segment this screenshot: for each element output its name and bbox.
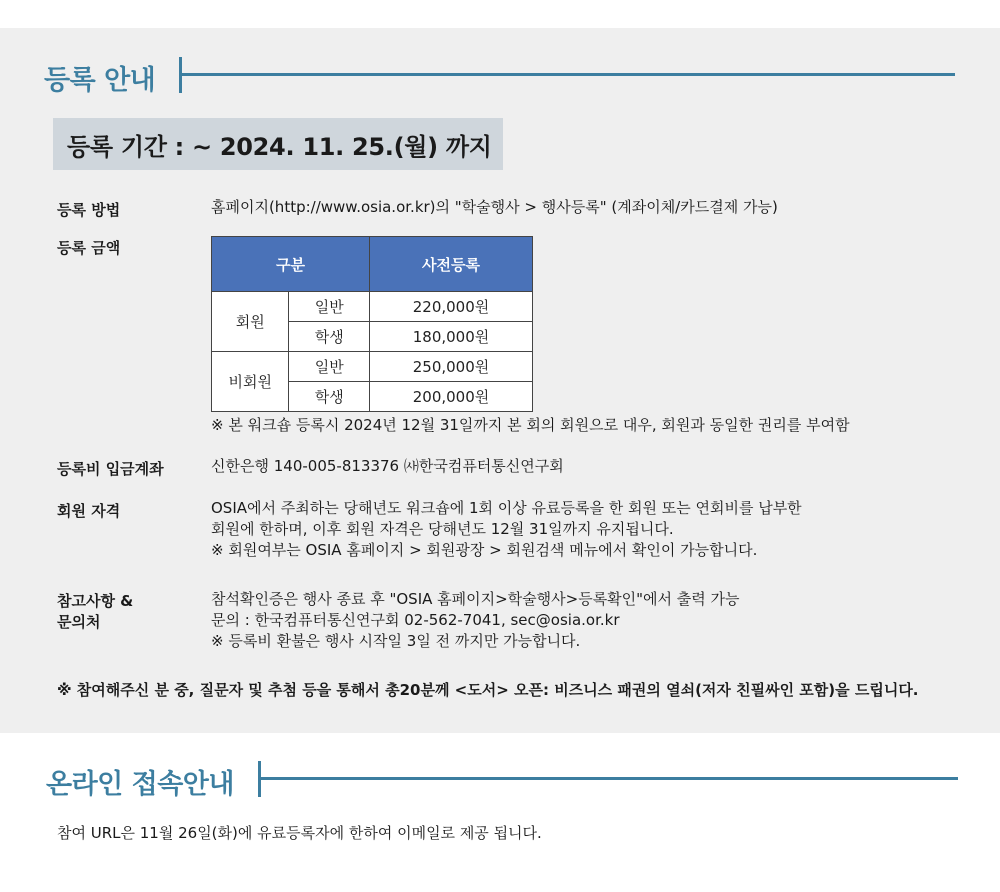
- account-value: 신한은행 140-005-813376 ㈔한국컴퓨터통신연구회: [211, 457, 564, 475]
- online-access-text: 참여 URL은 11월 26일(화)에 유료등록자에 한하여 이메일로 제공 됩니다.: [57, 824, 542, 842]
- fee-group-member: 회원: [212, 292, 289, 352]
- registration-title: 등록 안내: [44, 65, 156, 96]
- fee-group-nonmember: 비회원: [212, 352, 289, 412]
- fee-type: 일반: [289, 292, 370, 322]
- reference-line: 참석확인증은 행사 종료 후 "OSIA 홈페이지>학술행사>등록확인"에서 출력 가능: [211, 590, 740, 608]
- fee-price: 200,000원: [370, 382, 533, 412]
- reference-line: 문의 : 한국컴퓨터통신연구회 02-562-7041, sec@osia.or.kr: [211, 611, 620, 629]
- registration-period: 등록 기간 : ~ 2024. 11. 25.(월) 까지: [67, 132, 492, 161]
- fee-header-preregistration: 사전등록: [370, 237, 533, 292]
- method-label: 등록 방법: [57, 201, 121, 219]
- fee-table-header-row: [212, 237, 533, 292]
- fee-type: 일반: [289, 352, 370, 382]
- membership-line: ※ 회원여부는 OSIA 홈페이지 > 회원광장 > 회원검색 메뉴에서 확인이 가능합니다.: [211, 541, 758, 559]
- reference-label: [57, 591, 133, 633]
- fee-note: ※ 본 워크숍 등록시 2024년 12월 31일까지 본 회의 회원으로 대우, 회원과 동일한 권리를 부여함: [211, 416, 850, 434]
- membership-line: OSIA에서 주최하는 당해년도 워크숍에 1회 이상 유료등록을 한 회원 또는 연회비를 납부한: [211, 499, 802, 517]
- table-row: [212, 292, 533, 322]
- online-title-line: [260, 777, 958, 780]
- fee-label: 등록 금액: [57, 239, 121, 257]
- account-label: 등록비 입금계좌: [57, 460, 164, 478]
- method-value: 홈페이지(http://www.osia.or.kr)의 "학술행사 > 행사등록" (계좌이체/카드결제 가능): [211, 198, 778, 216]
- fee-price: 250,000원: [370, 352, 533, 382]
- online-section: [0, 733, 1000, 892]
- reference-label-line: 참고사항 &: [57, 592, 134, 610]
- fee-header-category: 구분: [212, 237, 370, 292]
- membership-value: [211, 498, 802, 561]
- fee-type: 학생: [289, 382, 370, 412]
- reference-label-line: 문의처: [57, 613, 101, 631]
- registration-title-line: [181, 73, 955, 76]
- registration-period-box: [53, 118, 503, 170]
- online-title: 온라인 접속안내: [46, 769, 234, 800]
- fee-price: 220,000원: [370, 292, 533, 322]
- fee-table: [211, 236, 533, 412]
- fee-type: 학생: [289, 322, 370, 352]
- table-row: [212, 352, 533, 382]
- fee-price: 180,000원: [370, 322, 533, 352]
- giveaway-note: ※ 참여해주신 분 중, 질문자 및 추첨 등을 통해서 총20분께 <도서> 오픈: 비즈니스 패권의 열쇠(저자 친필싸인 포함)을 드립니다.: [57, 681, 919, 699]
- membership-line: 회원에 한하며, 이후 회원 자격은 당해년도 12월 31일까지 유지됩니다.: [211, 520, 674, 538]
- membership-label: 회원 자격: [57, 502, 121, 520]
- reference-value: [211, 589, 740, 652]
- reference-line: ※ 등록비 환불은 행사 시작일 3일 전 까지만 가능합니다.: [211, 632, 581, 650]
